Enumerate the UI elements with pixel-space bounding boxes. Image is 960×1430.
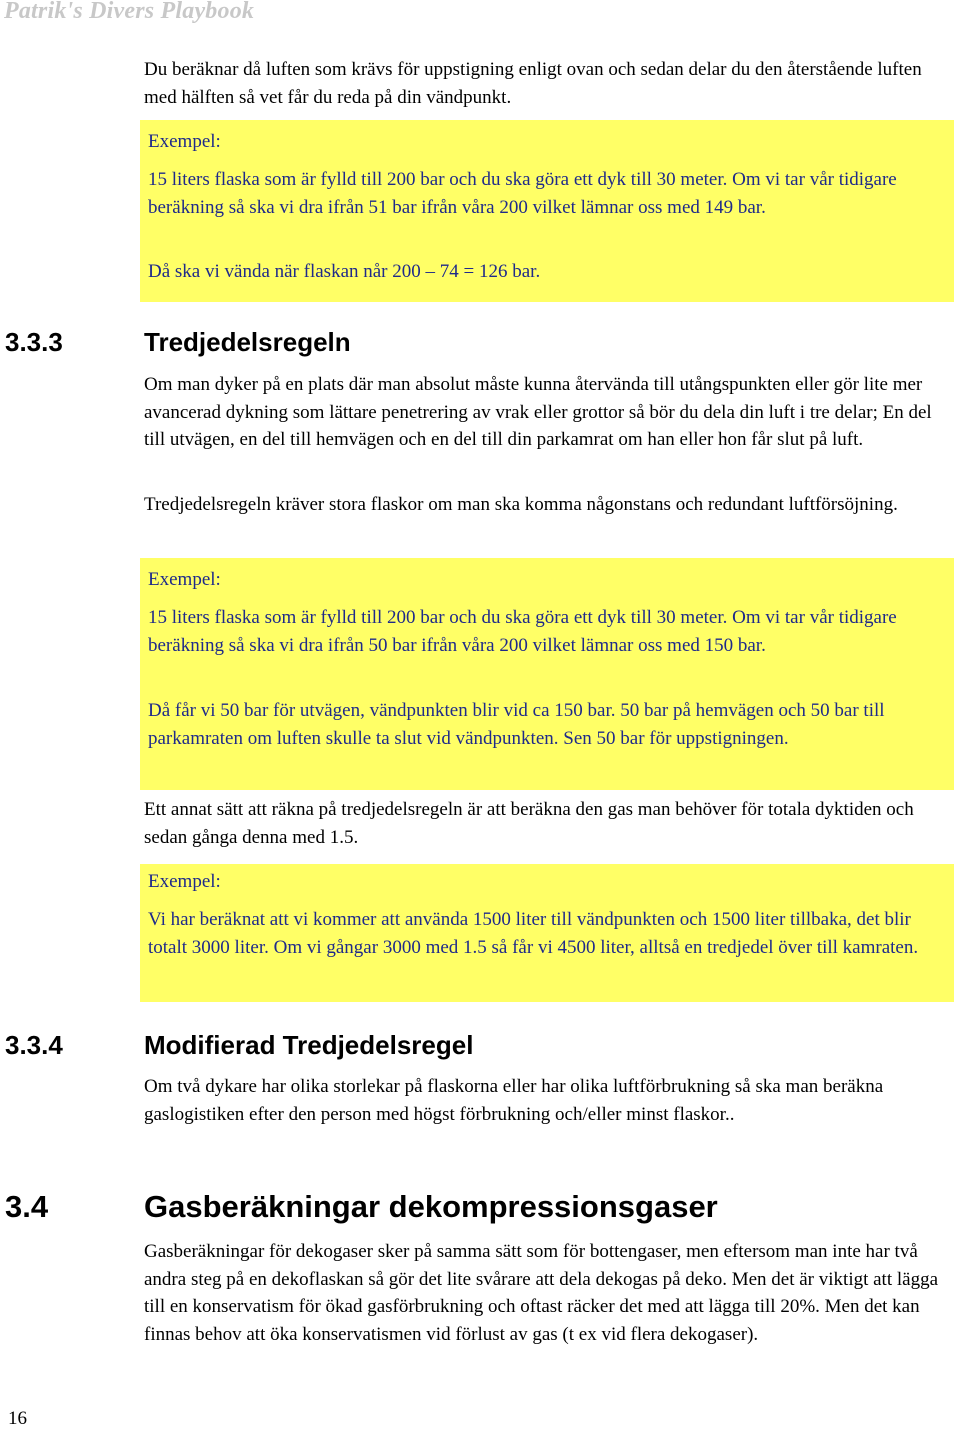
- section-heading-3-4: [5, 1189, 905, 1229]
- example-box-2: [140, 558, 954, 790]
- example-text: Vi har beräknat att vi kommer att använda 1500 liter till vändpunkten och 1500 liter tillbaka, det blir totalt 3000 liter. Om vi gångar 3000 med 1.5 så får vi 4500 liter, alltså en tredjedel över till kamraten.: [148, 909, 919, 958]
- page-number: 16: [8, 1408, 27, 1429]
- section-number: 3.3.3: [5, 327, 63, 357]
- intro-paragraph: Du beräknar då luften som krävs för uppstigning enligt ovan och sedan delar du den återstående luften med hälften så vet får du reda på din vändpunkt.: [144, 59, 922, 108]
- example-label: Exempel:: [148, 131, 221, 152]
- section-heading-3-3-3: [5, 327, 905, 361]
- example-box-1: [140, 120, 954, 302]
- section-number: 3.3.4: [5, 1030, 63, 1060]
- section-title: Gasberäkningar dekompressionsgaser: [144, 1189, 718, 1224]
- tredjedels-paragraph-1: Om man dyker på en plats där man absolut måste kunna återvända till utångspunkten eller gör lite mer avancerad dykning som lättare penetrering av vrak eller grottor så bör du dela din luft i tre delar; En del till utvägen, en del till hemvägen och en del till din parkamrat om han eller hon får slut på luft.: [144, 374, 932, 450]
- section-number: 3.4: [5, 1189, 49, 1224]
- example-result: Då ska vi vända när flaskan når 200 – 74 = 126 bar.: [148, 261, 541, 282]
- example-result: Då får vi 50 bar för utvägen, vändpunkten blir vid ca 150 bar. 50 bar på hemvägen och 50 bar till parkamraten om luften skulle ta slut vid vändpunkten. Sen 50 bar för uppstigningen.: [148, 700, 885, 749]
- tredjedels-paragraph-3: Ett annat sätt att räkna på tredjedelsregeln är att beräkna den gas man behöver för totala dyktiden och sedan gånga denna med 1.5.: [144, 799, 914, 848]
- running-header: Patrik's Divers Playbook: [4, 0, 255, 24]
- section-title: Modifierad Tredjedelsregel: [144, 1030, 474, 1060]
- tredjedels-paragraph-2: Tredjedelsregeln kräver stora flaskor om man ska komma någonstans och redundant luftförsöjning.: [144, 494, 898, 515]
- section-title: Tredjedelsregeln: [144, 327, 351, 357]
- example-box-3: [140, 864, 954, 1002]
- example-label: Exempel:: [148, 871, 221, 892]
- example-label: Exempel:: [148, 569, 221, 590]
- modifierad-paragraph: Om två dykare har olika storlekar på flaskorna eller har olika luftförbrukning så ska man beräkna gaslogistiken efter den person med högst förbrukning och/eller minst flaskor..: [144, 1076, 884, 1125]
- gasberakning-paragraph: Gasberäkningar för dekogaser sker på samma sätt som för bottengaser, men eftersom man inte har två andra steg på en dekoflaskan så gör det lite svårare att dela dekogas på deko. Men det är viktigt att lägga till en konservatism för ökad gasförbrukning och oftast räcker det med att lägga till 20%. Men det kan finnas behov att öka konservatismen vid förlust av gas (t ex vid flera dekogaser).: [144, 1241, 939, 1345]
- example-text: 15 liters flaska som är fylld till 200 bar och du ska göra ett dyk till 30 meter. Om vi tar vår tidigare beräkning så ska vi dra ifrån 51 bar ifrån våra 200 vilket lämnar oss med 149 bar.: [148, 169, 897, 218]
- example-text: 15 liters flaska som är fylld till 200 bar och du ska göra ett dyk till 30 meter. Om vi tar vår tidigare beräkning så ska vi dra ifrån 50 bar ifrån våra 200 vilket lämnar oss med 150 bar.: [148, 607, 897, 656]
- section-heading-3-3-4: [5, 1030, 905, 1064]
